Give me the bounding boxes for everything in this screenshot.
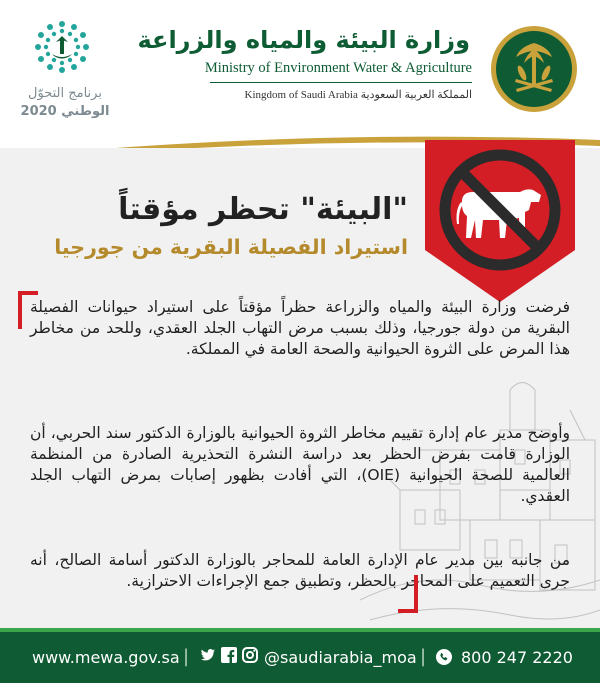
header-divider bbox=[210, 82, 472, 83]
vision-word: الوطني bbox=[61, 104, 110, 119]
article-paragraph-3: من جانبه بين مدير عام الإدارة العامة للمحاجر بالوزارة الدكتور أسامة الصالح، أنه جرى التعميم على المحاجر بالحظر، وتطبيق جمع الإجراءات الاحترازية. bbox=[30, 551, 570, 590]
social-icons bbox=[200, 647, 258, 663]
instagram-icon[interactable] bbox=[242, 647, 258, 663]
kingdom-label: Kingdom of Saudi Arabia المملكة العربية السعودية bbox=[244, 89, 472, 101]
phone-icon bbox=[436, 649, 452, 665]
vision-year: 2020 bbox=[20, 104, 57, 119]
footer-separator: | bbox=[183, 646, 190, 667]
vision-2020-logo-icon bbox=[22, 18, 102, 84]
footer-separator: | bbox=[420, 646, 427, 667]
article-paragraph-1: فرضت وزارة البيئة والمياه والزراعة حظراً مؤقتاً على استيراد حيوانات الفصيلة البقرية من دولة جورجيا، وذلك بسبب مرض التهاب الجلد العقدي، وللحد من مخاطر هذا المرض على الثروة الحيوانية والصحة العامة في المملكة. bbox=[30, 298, 570, 358]
article-paragraph-2: وأوضح مدير عام إدارة تقييم مخاطر الثروة الحيوانية بالوزارة الدكتور سند الحربي، أن الوزارة قامت بفرض الحظر بعد دراسة النشرة التحذيرية الصادرة من المنظمة العالمية للصحة الحيوانية (OIE)، التي أفادت بظهور إصابات بمرض التهاب الجلد العقدي. bbox=[30, 424, 570, 505]
social-handle[interactable]: @saudiarabia_moa bbox=[264, 648, 417, 667]
quote-bracket-bottom bbox=[398, 575, 418, 613]
footer bbox=[0, 632, 600, 683]
phone-number[interactable]: 800 247 2220 bbox=[461, 648, 573, 667]
vision-program-text: برنامج التحوّل bbox=[28, 86, 102, 101]
ministry-name-arabic: وزارة البيئة والمياه والزراعة bbox=[137, 26, 470, 54]
twitter-icon[interactable] bbox=[200, 647, 216, 663]
article-subtitle: استيراد الفصيلة البقرية من جورجيا bbox=[54, 235, 408, 259]
ministry-name-english: Ministry of Environment Water & Agriculture bbox=[204, 60, 472, 76]
website-link[interactable]: www.mewa.gov.sa bbox=[32, 648, 180, 667]
facebook-icon[interactable] bbox=[221, 647, 237, 663]
vision-program-year bbox=[20, 104, 110, 119]
article-title: "البيئة" تحظر مؤقتاً bbox=[118, 192, 408, 227]
ministry-emblem-icon bbox=[490, 25, 578, 113]
no-cow-banner-icon bbox=[425, 140, 575, 302]
